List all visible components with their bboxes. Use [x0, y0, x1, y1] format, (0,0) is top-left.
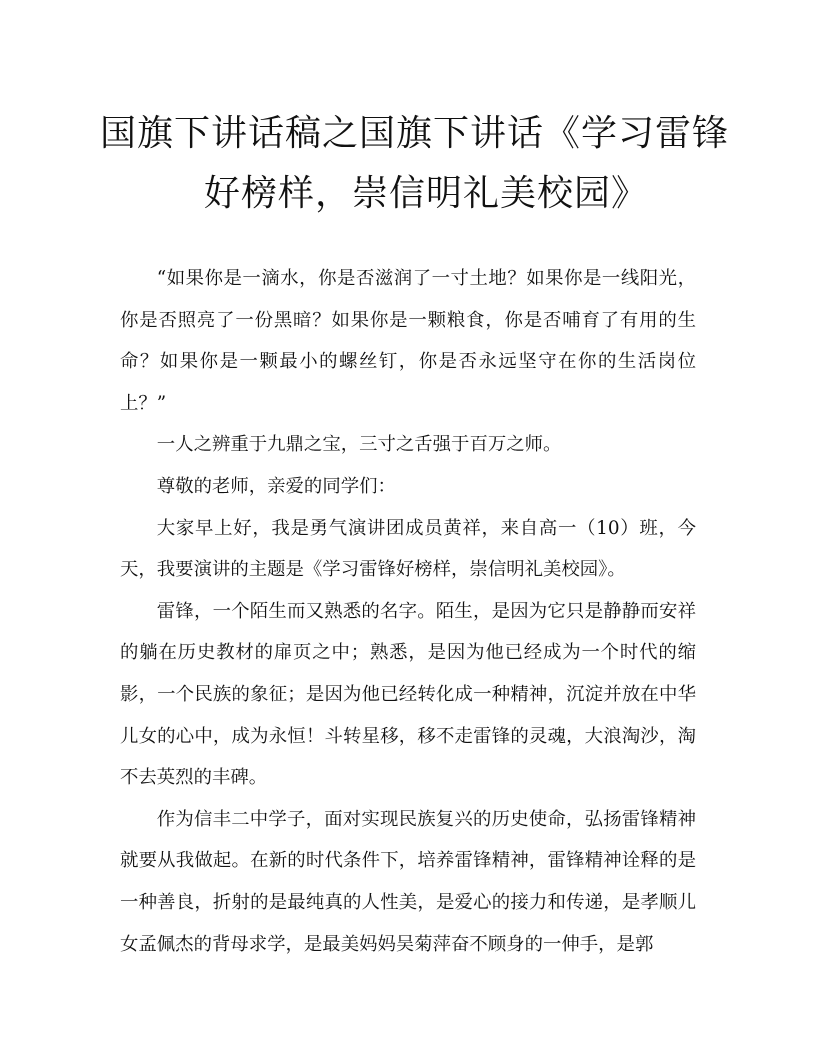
paragraph-leifeng: 雷锋，一个陌生而又熟悉的名字。陌生，是因为它只是静静而安祥的躺在历史教材的扉页之中；熟悉，是因为他已经成为一个时代的缩影，一个民族的象征；是因为他已经转化成一种精神，沉淀并放在中华儿女的心中，成为永恒！斗转星移，移不走雷锋的灵魂，大浪淘沙，淘不去英烈的丰碑。 [120, 600, 696, 789]
paragraph-greeting: 尊敬的老师，亲爱的同学们： [156, 475, 396, 497]
body-text [120, 258, 696, 965]
paragraph-proverb: 一人之辨重于九鼎之宝，三寸之舌强于百万之师。 [156, 434, 562, 456]
paragraph-quote: “如果你是一滴水，你是否滋润了一寸土地？如果你是一线阳光，你是否照亮了一份黑暗？如果你是一颗粮食，你是否哺育了有用的生命？如果你是一颗最小的螺丝钉，你是否永远坚守在你的生活岗位上？” [120, 268, 696, 414]
paragraph-spirit: 作为信丰二中学子，面对实现民族复兴的历史使命，弘扬雷锋精神就要从我做起。在新的时代条件下，培养雷锋精神，雷锋精神诠释的是一种善良，折射的是最纯真的人性美，是爱心的接力和传递，是孝顺儿女孟佩杰的背母求学，是最美妈妈吴菊萍奋不顾身的一伸手，是郭 [120, 808, 696, 955]
title-line-1: 国旗下讲话稿之国旗下讲话《学习雷锋 [100, 113, 730, 154]
paragraph-introduction: 大家早上好，我是勇气演讲团成员黄祥，来自高一（10）班，今天，我要演讲的主题是《学习雷锋好榜样，崇信明礼美校园》。 [120, 517, 696, 581]
title-line-2: 好榜样，崇信明礼美校园》 [203, 173, 648, 214]
